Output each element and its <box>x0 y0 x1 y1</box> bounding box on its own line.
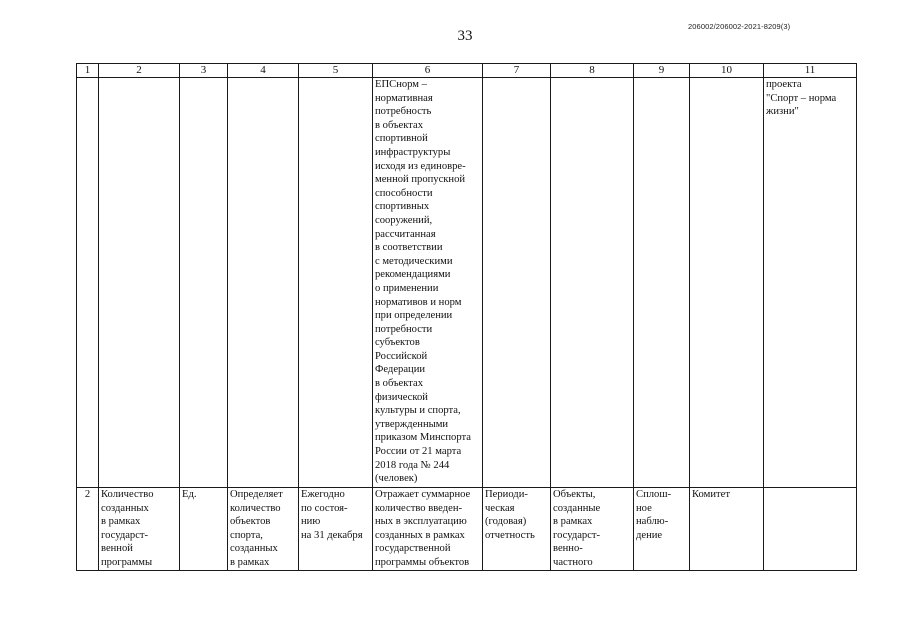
table-cell <box>77 78 99 488</box>
table-cell <box>99 78 180 488</box>
unit-cell: Ед. <box>180 488 228 571</box>
indicator-name-cell: Количество созданных в рамках государст- венной программы <box>99 488 180 571</box>
column-header: 6 <box>373 64 483 78</box>
table-cell <box>299 78 373 488</box>
column-number-row <box>77 64 857 78</box>
column-header: 11 <box>764 64 857 78</box>
basic-indicators-cell: Периоди- ческая (годовая) отчетность <box>483 488 551 571</box>
definition-cell: Определяет количество объектов спорта, созданных в рамках <box>228 488 299 571</box>
table-row <box>77 78 857 488</box>
algorithm-cell: Отражает суммарное количество введен- ных в эксплуатацию созданных в рамках государственной программы объектов <box>373 488 483 571</box>
source-cell: проекта "Спорт – норма жизни" <box>764 78 857 488</box>
column-header: 1 <box>77 64 99 78</box>
table-cell <box>690 78 764 488</box>
column-header: 9 <box>634 64 690 78</box>
column-header: 7 <box>483 64 551 78</box>
row-number-cell: 2 <box>77 488 99 571</box>
column-header: 10 <box>690 64 764 78</box>
observation-object-cell: Объекты, созданные в рамках государст- венно- частного <box>551 488 634 571</box>
table-cell <box>483 78 551 488</box>
page-number: 33 <box>457 28 473 44</box>
table-cell <box>180 78 228 488</box>
table-cell <box>634 78 690 488</box>
table-cell <box>551 78 634 488</box>
data-collection-method-cell: Сплош- ное наблю- дение <box>634 488 690 571</box>
table-row <box>77 488 857 571</box>
column-header: 2 <box>99 64 180 78</box>
column-header: 8 <box>551 64 634 78</box>
table-cell <box>764 488 857 571</box>
responsible-cell: Комитет <box>690 488 764 571</box>
time-characteristic-cell: Ежегодно по состоя- нию на 31 декабря <box>299 488 373 571</box>
document-id: 206002/206002-2021-8209(3) <box>688 22 791 31</box>
column-header: 4 <box>228 64 299 78</box>
table-cell <box>228 78 299 488</box>
column-header: 3 <box>180 64 228 78</box>
indicator-table <box>76 63 856 571</box>
column-header: 5 <box>299 64 373 78</box>
formula-description-cell: ЕПСнорм – нормативная потребность в объектах спортивной инфраструктуры исходя из единовре- менной пропускной способности спортивных сооружений, рассчитанная в соответствии с методическими рекомендациями о применении нормативов и норм при определении потребности субъектов Российской Федерации в объектах физической культуры и спорта, утвержденными приказом Минспорта России от 21 марта 2018 года № 244 (человек) <box>373 78 483 488</box>
